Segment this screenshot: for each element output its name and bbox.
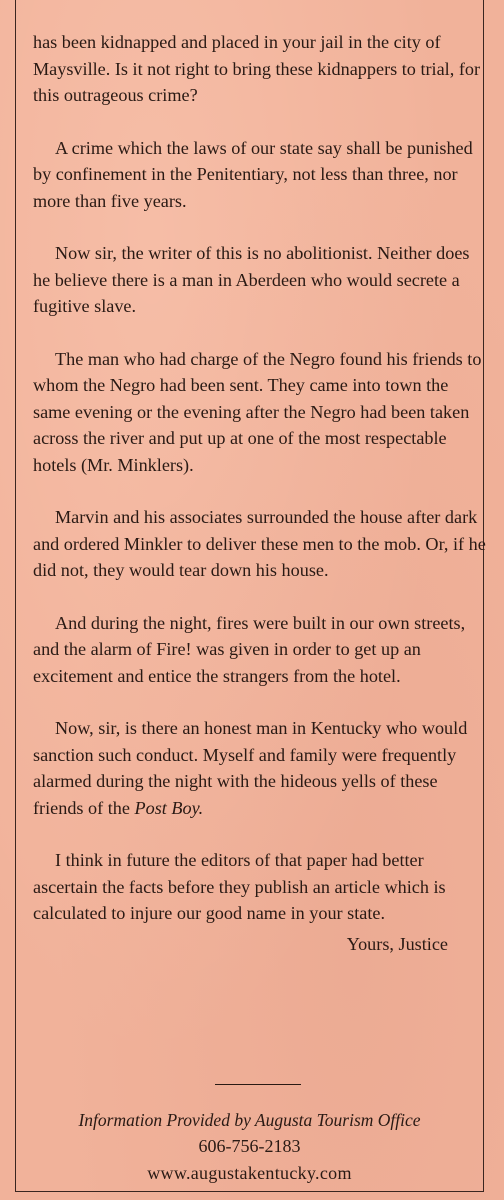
footer-phone: 606-756-2183: [198, 1136, 301, 1156]
footer-website: www.augustakentucky.com: [147, 1163, 352, 1183]
letter-signoff: Yours, Justice: [346, 933, 448, 954]
letter-body: [33, 29, 488, 983]
paragraph-honest-man: [33, 715, 488, 821]
paragraph-kidnapped: has been kidnapped and placed in your jail in the city of Maysville. Is it not right to bring these kidnappers to trial, for this outrageous crime?: [33, 32, 481, 105]
paragraph-not-abolitionist: Now sir, the writer of this is no abolitionist. Neither does he believe there is a man in Aberdeen who would secrete a fugitive slave.: [33, 243, 470, 316]
paragraph-mob: Marvin and his associates surrounded the house after dark and ordered Minkler to deliver these men to the mob. Or, if he did not, they would tear down his house.: [33, 507, 486, 580]
paragraph-fires: And during the night, fires were built in our own streets, and the alarm of Fire! was given in order to get up an excitement and entice the strangers from the hotel.: [33, 612, 466, 686]
paragraph-editors: I think in future the editors of that paper had better ascertain the facts before they publish an article which is calculated to injure our good name in your state.: [33, 850, 446, 923]
post-boy-title: Post Boy.: [134, 797, 204, 818]
paragraph-crime-penalty: A crime which the laws of our state say shall be punished by confinement in the Penitentiary, not less than three, nor more than five years.: [33, 137, 473, 211]
paragraph-honest-man-text: Now, sir, is there an honest man in Kentucky who would sanction such conduct. Myself and family were frequently alarmed during the night with the hideous yells of these friends of the: [33, 718, 468, 818]
footer-divider: [215, 1084, 301, 1085]
paragraph-hotel: The man who had charge of the Negro found his friends to whom the Negro had been sent. They came into town the same evening or the evening after the Negro had been taken across the river and put up at one of the most respectable hotels (Mr. Minklers).: [33, 348, 482, 475]
footer-credit: Information Provided by Augusta Tourism Office: [78, 1110, 421, 1130]
